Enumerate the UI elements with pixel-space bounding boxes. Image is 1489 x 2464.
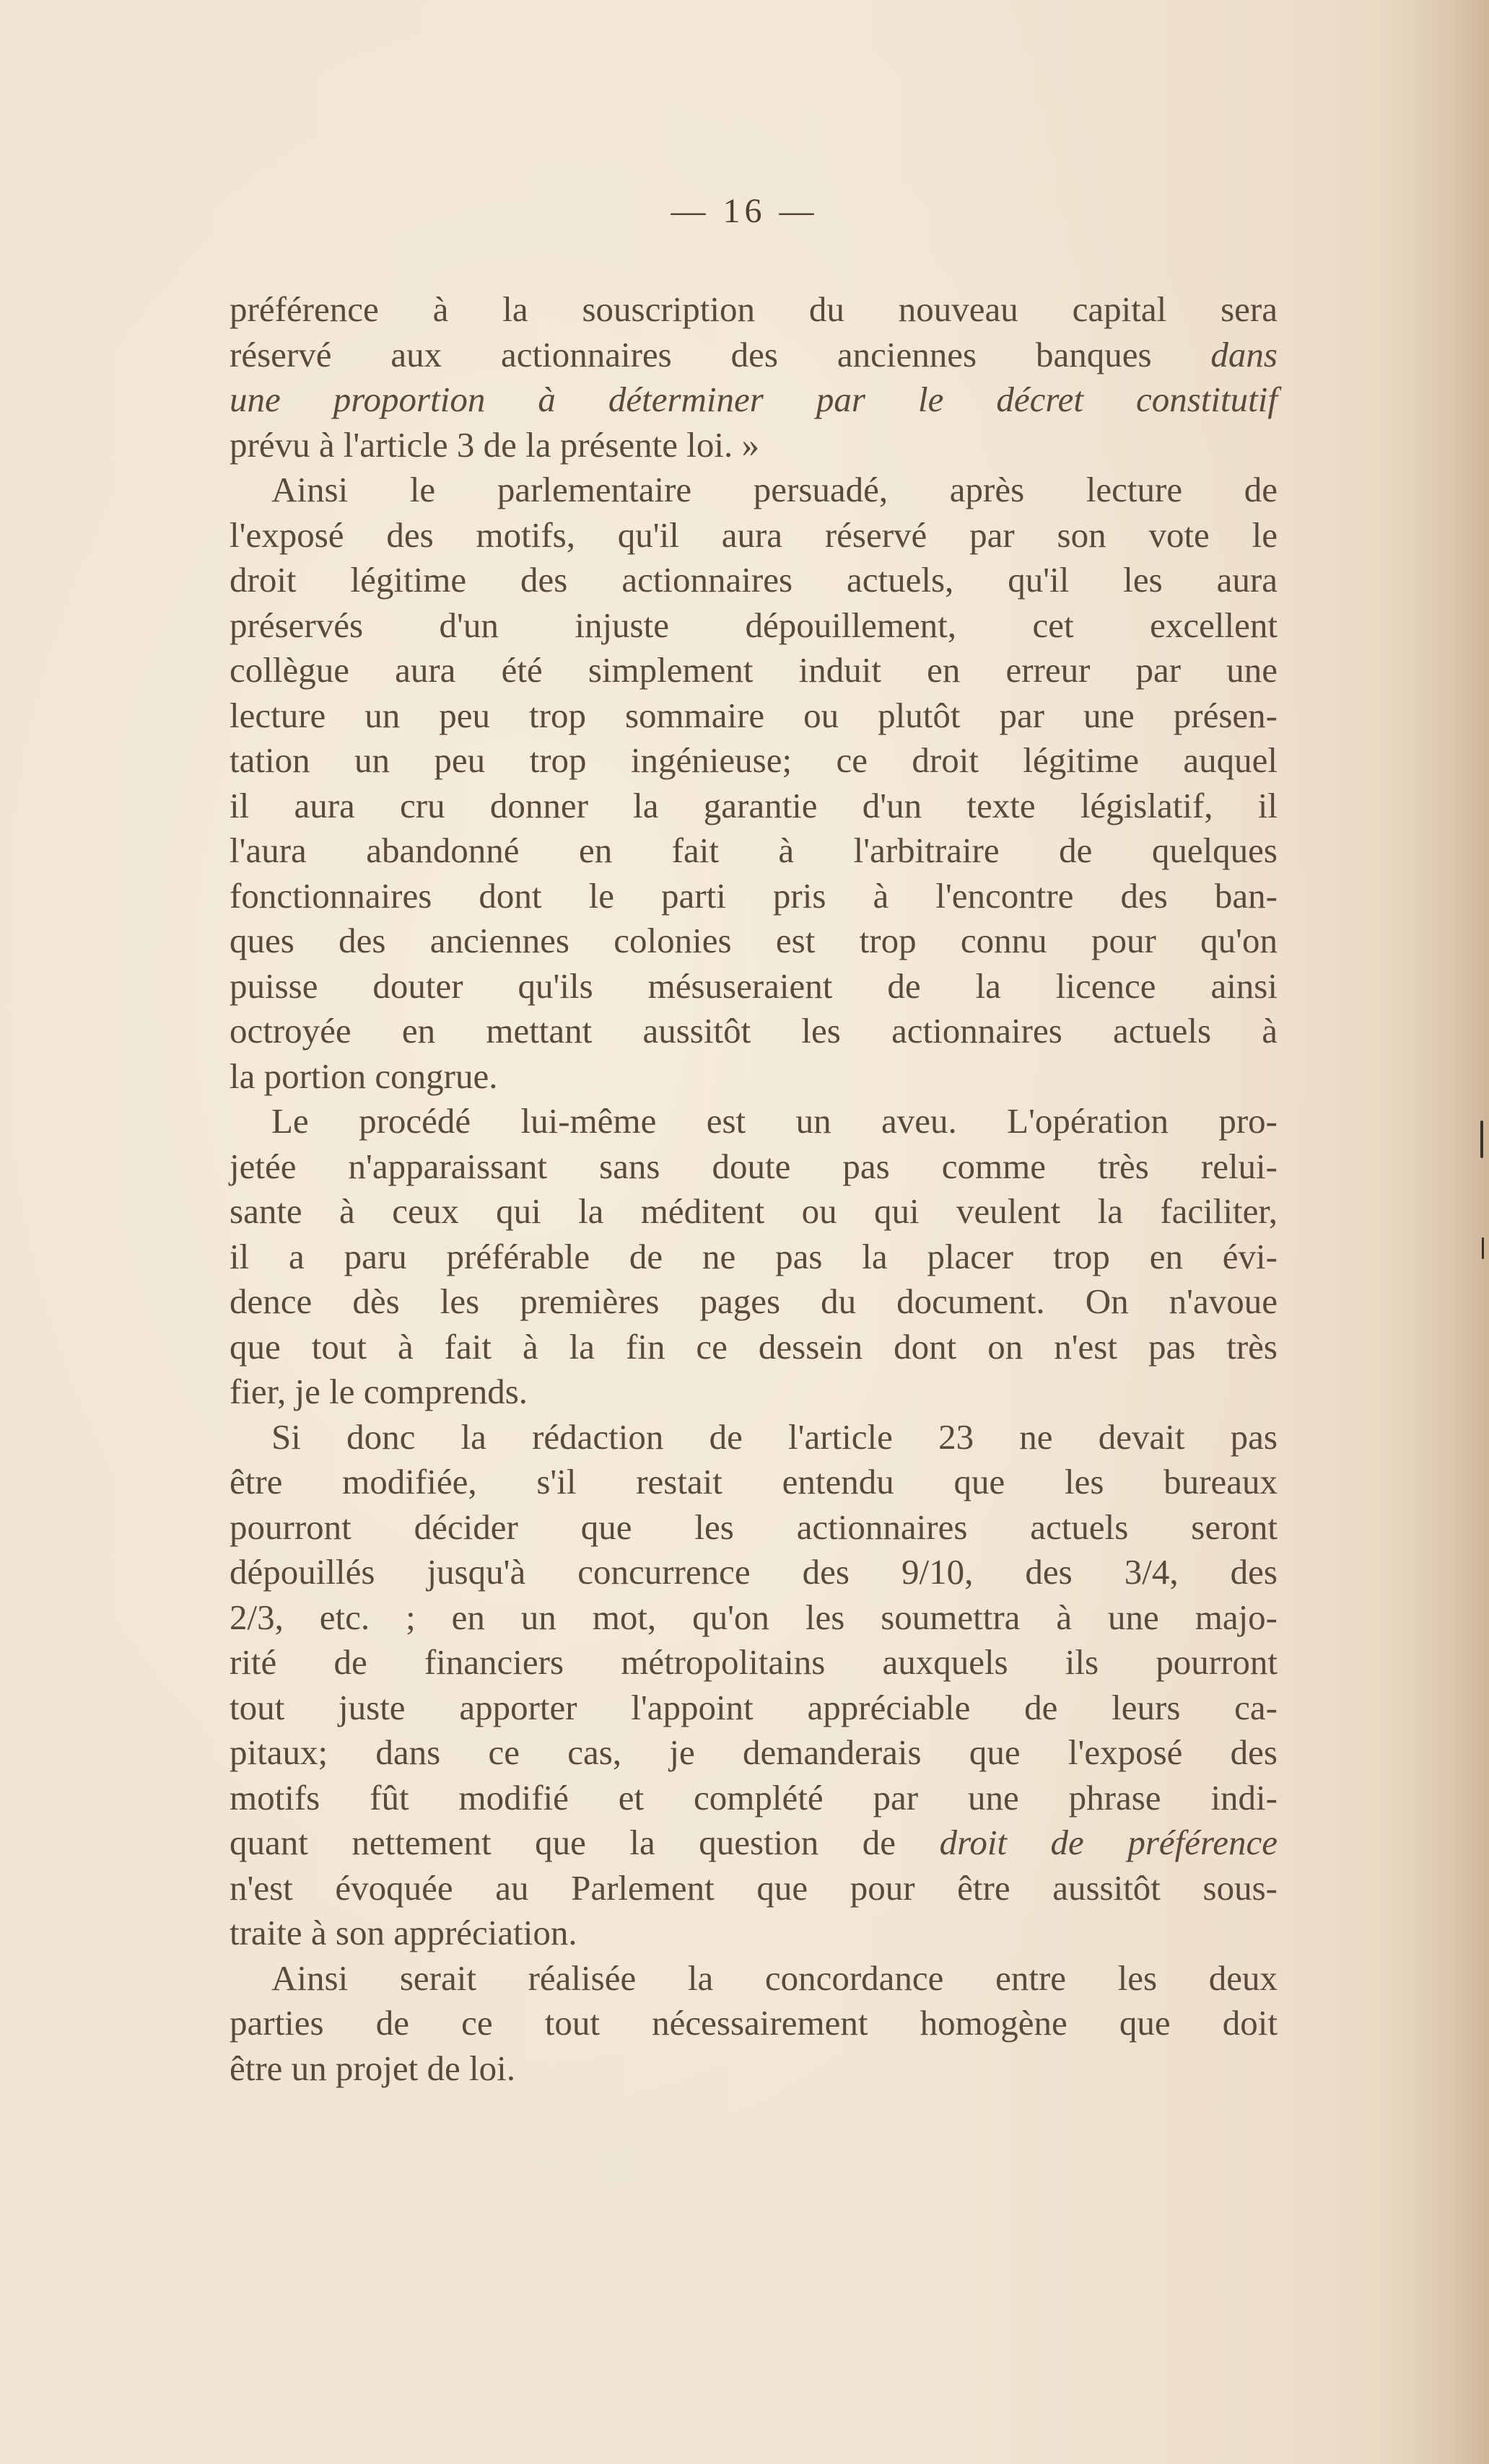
line-text: prévu à l'article 3 de la présente loi. » (230, 424, 759, 465)
line-text: puisse douter qu'ils mésuseraient de la licence ainsi (230, 965, 1278, 1006)
text-line (230, 1279, 1278, 1325)
text-line (230, 1505, 1278, 1551)
line-text: pourront décider que les actionnaires actuels seront (230, 1507, 1278, 1547)
text-line (230, 738, 1278, 784)
line-text: n'est évoquée au Parlement que pour être aussitôt sous- (230, 1867, 1278, 1908)
text-line (230, 423, 1278, 468)
text-line (230, 1189, 1278, 1235)
line-text: collègue aura été simplement induit en erreur par une (230, 650, 1278, 690)
line-text: tout juste apporter l'appoint appréciable de leurs ca- (230, 1687, 1278, 1727)
line-text: préservés d'un injuste dépouillement, cet excellent (230, 605, 1278, 645)
line-text: être un projet de loi. (230, 2048, 515, 2088)
text-line (230, 874, 1278, 919)
line-text: l'exposé des motifs, qu'il aura réservé par son vote le (230, 514, 1278, 555)
text-line (230, 648, 1278, 693)
text-line (230, 1235, 1278, 1280)
text-line (230, 468, 1278, 513)
text-line (230, 1956, 1278, 2002)
line-text: réservé aux actionnaires des anciennes banques (230, 334, 1211, 374)
text-line (230, 1820, 1278, 1866)
text-line (230, 558, 1278, 603)
line-text: rité de financiers métropolitains auxquels ils pourront (230, 1642, 1278, 1682)
line-text: Si donc la rédaction de l'article 23 ne devait pas (271, 1416, 1278, 1457)
text-line (230, 1640, 1278, 1685)
text-line (230, 1776, 1278, 1821)
line-text: il aura cru donner la garantie d'un texte législatif, il (230, 785, 1278, 825)
text-line (230, 1685, 1278, 1731)
line-text: la portion congrue. (230, 1056, 498, 1096)
text-line (230, 1460, 1278, 1505)
line-text: jetée n'apparaissant sans doute pas comme très relui- (230, 1146, 1278, 1186)
text-line (230, 964, 1278, 1009)
text-line (230, 1866, 1278, 1911)
text-line (230, 1595, 1278, 1641)
text-line (230, 2046, 1278, 2092)
page-edge-shadow (1381, 0, 1489, 2464)
italic-text: une proportion à déterminer par le décret constitutif (230, 380, 1278, 419)
line-text: fonctionnaires dont le parti pris à l'encontre des ban- (230, 875, 1278, 916)
line-text: il a paru préférable de ne pas la placer trop en évi- (230, 1236, 1278, 1276)
text-line (230, 1911, 1278, 1956)
line-text: dence dès les premières pages du document. On n'avoue (230, 1281, 1278, 1321)
line-text: Ainsi serait réalisée la concordance entre les deux (271, 1957, 1278, 1998)
line-text: sante à ceux qui la méditent ou qui veulent la faciliter, (230, 1191, 1278, 1231)
line-text: préférence à la souscription du nouveau capital sera (230, 289, 1278, 329)
line-text: Le procédé lui-même est un aveu. L'opération pro- (271, 1101, 1278, 1141)
text-line (230, 377, 1278, 423)
line-text: que tout à fait à la fin ce dessein dont on n'est pas très (230, 1326, 1278, 1367)
page-number: — 16 — (671, 192, 818, 230)
line-text: ques des anciennes colonies est trop connu pour qu'on (230, 921, 1278, 960)
line-text: quant nettement que la question de (230, 1823, 940, 1862)
text-line (230, 513, 1278, 558)
italic-text: droit de préférence (939, 1823, 1278, 1862)
line-text: dépouillés jusqu'à concurrence des 9/10, des 3/4, des (230, 1552, 1278, 1592)
body-text (230, 287, 1278, 2091)
line-text: Ainsi le parlementaire persuadé, après lecture de (271, 470, 1278, 509)
line-text: pitaux; dans ce cas, je demanderais que l'exposé des (230, 1732, 1278, 1772)
text-line (230, 1325, 1278, 1370)
text-line (230, 1369, 1278, 1415)
line-text: 2/3, etc. ; en un mot, qu'on les soumettra à une majo- (230, 1597, 1278, 1637)
line-text: traite à son appréciation. (230, 1913, 577, 1952)
line-text: lecture un peu trop sommaire ou plutôt par une présen- (230, 695, 1278, 735)
line-text: tation un peu trop ingénieuse; ce droit légitime auquel (230, 740, 1278, 780)
margin-mark (1482, 1237, 1484, 1259)
line-text: octroyée en mettant aussitôt les actionnaires actuels à (230, 1011, 1278, 1051)
italic-text: dans (1210, 334, 1278, 374)
line-text: droit légitime des actionnaires actuels, qu'il les aura (230, 560, 1278, 600)
text-line (230, 1009, 1278, 1054)
text-line (230, 918, 1278, 964)
line-text: fier, je le comprends. (230, 1372, 528, 1411)
text-line (230, 693, 1278, 739)
text-line (230, 333, 1278, 378)
text-line (230, 2001, 1278, 2046)
text-line (230, 1054, 1278, 1100)
line-text: être modifiée, s'il restait entendu que les bureaux (230, 1462, 1278, 1501)
text-line (230, 784, 1278, 829)
text-line (230, 828, 1278, 874)
margin-mark (1480, 1121, 1483, 1158)
text-line (230, 1550, 1278, 1595)
text-line (230, 1144, 1278, 1190)
text-line (230, 1730, 1278, 1776)
line-text: l'aura abandonné en fait à l'arbitraire de quelques (230, 830, 1278, 870)
text-line (230, 1099, 1278, 1144)
text-line (230, 603, 1278, 649)
line-text: parties de ce tout nécessairement homogène que doit (230, 2003, 1278, 2043)
text-line (230, 1415, 1278, 1460)
text-line (230, 287, 1278, 333)
line-text: motifs fût modifié et complété par une phrase indi- (230, 1777, 1278, 1818)
